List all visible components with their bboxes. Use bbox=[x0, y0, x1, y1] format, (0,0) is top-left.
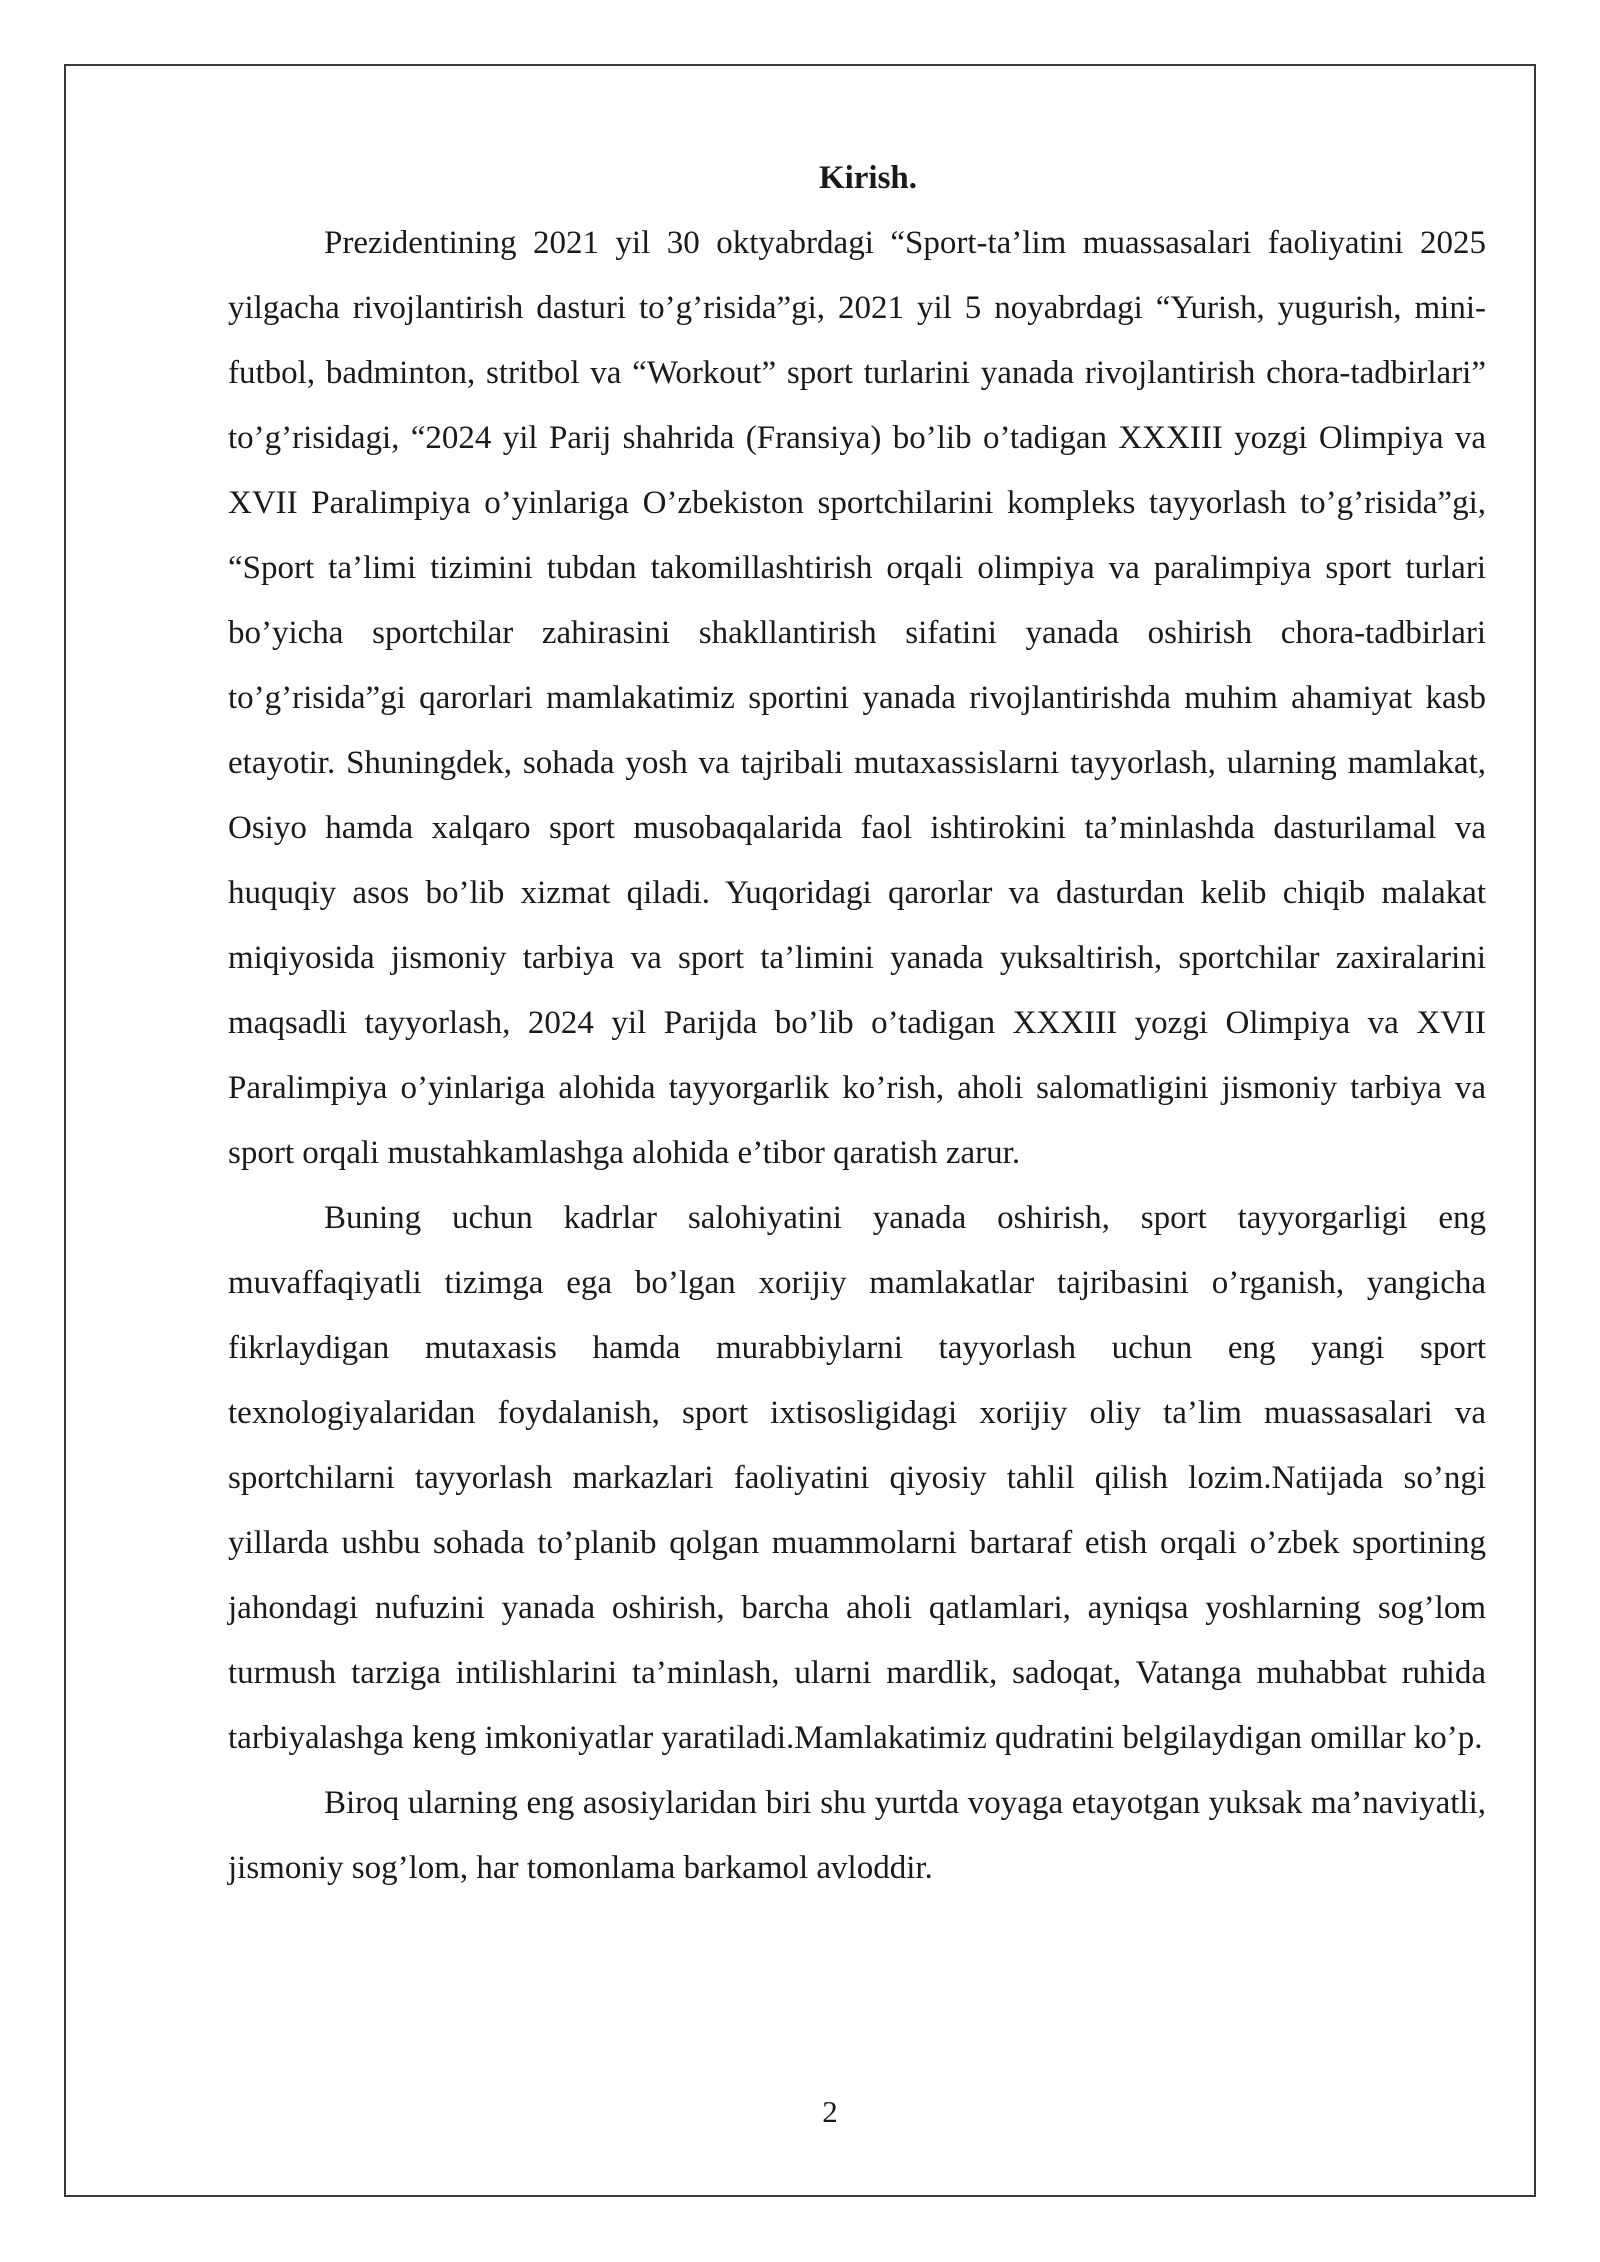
document-body bbox=[228, 146, 1486, 1901]
paragraph-1: Prezidentining 2021 yil 30 oktyabrdagi “Sport-ta’lim muassasalari faoliyatini 2025 yilgacha rivojlantirish dasturi to’g’risida”gi, 2021 yil 5 noyabrdagi “Yurish, yugurish, mini-futbol, badminton, stritbol va “Workout” sport turlarini yanada rivojlantirish chora-tadbirlari” to’g’risidagi, “2024 yil Parij shahrida (Fransiya) bo’lib o’tadigan XXXIII yozgi Olimpiya va XVII Paralimpiya o’yinlariga O’zbekiston sportchilarini kompleks tayyorlash to’g’risida”gi, “Sport ta’limi tizimini tubdan takomillashtirish orqali olimpiya va paralimpiya sport turlari bo’yicha sportchilar zahirasini shakllantirish sifatini yanada oshirish chora-tadbirlari to’g’risida”gi qarorlari mamlakatimiz sportini yanada rivojlantirishda muhim ahamiyat kasb etayotir. Shuningdek, sohada yosh va tajribali mutaxassislarni tayyorlash, ularning mamlakat, Osiyo hamda xalqaro sport musobaqalarida faol ishtirokini ta’minlashda dasturilamal va huquqiy asos bo’lib xizmat qiladi. Yuqoridagi qarorlar va dasturdan kelib chiqib malakat miqiyosida jismoniy tarbiya va sport ta’limini yanada yuksaltirish, sportchilar zaxiralarini maqsadli tayyorlash, 2024 yil Parijda bo’lib o’tadigan XXXIII yozgi Olimpiya va XVII Paralimpiya o’yinlariga alohida tayyorgarlik ko’rish, aholi salomatligini jismoniy tarbiya va sport orqali mustahkamlashga alohida e’tibor qaratish zarur. bbox=[228, 225, 1486, 1171]
section-heading: Kirish. bbox=[818, 160, 918, 196]
paragraph-2: Buning uchun kadrlar salohiyatini yanada oshirish, sport tayyorgarligi eng muvaffaqiyatli tizimga ega bo’lgan xorijiy mamlakatlar tajribasini o’rganish, yangicha fikrlaydigan mutaxasis hamda murabbiylarni tayyorlash uchun eng yangi sport texnologiyalaridan foydalanish, sport ixtisosligidagi xorijiy oliy ta’lim muassasalari va sportchilarni tayyorlash markazlari faoliyatini qiyosiy tahlil qilish lozim.Natijada so’ngi yillarda ushbu sohada to’planib qolgan muammolarni bartaraf etish orqali o’zbek sportining jahondagi nufuzini yanada oshirish, barcha aholi qatlamlari, ayniqsa yoshlarning sog’lom turmush tarziga intilishlarini ta’minlash, ularni mardlik, sadoqat, Vatanga muhabbat ruhida tarbiyalashga keng imkoniyatlar yaratiladi.Mamlakatimiz qudratini belgilaydigan omillar ko’p. bbox=[228, 1200, 1486, 1756]
paragraph-3: Biroq ularning eng asosiylaridan biri shu yurtda voyaga etayotgan yuksak ma’naviyatli, jismoniy sog’lom, har tomonlama barkamol avloddir. bbox=[228, 1785, 1486, 1886]
page-number: 2 bbox=[822, 2094, 838, 2129]
